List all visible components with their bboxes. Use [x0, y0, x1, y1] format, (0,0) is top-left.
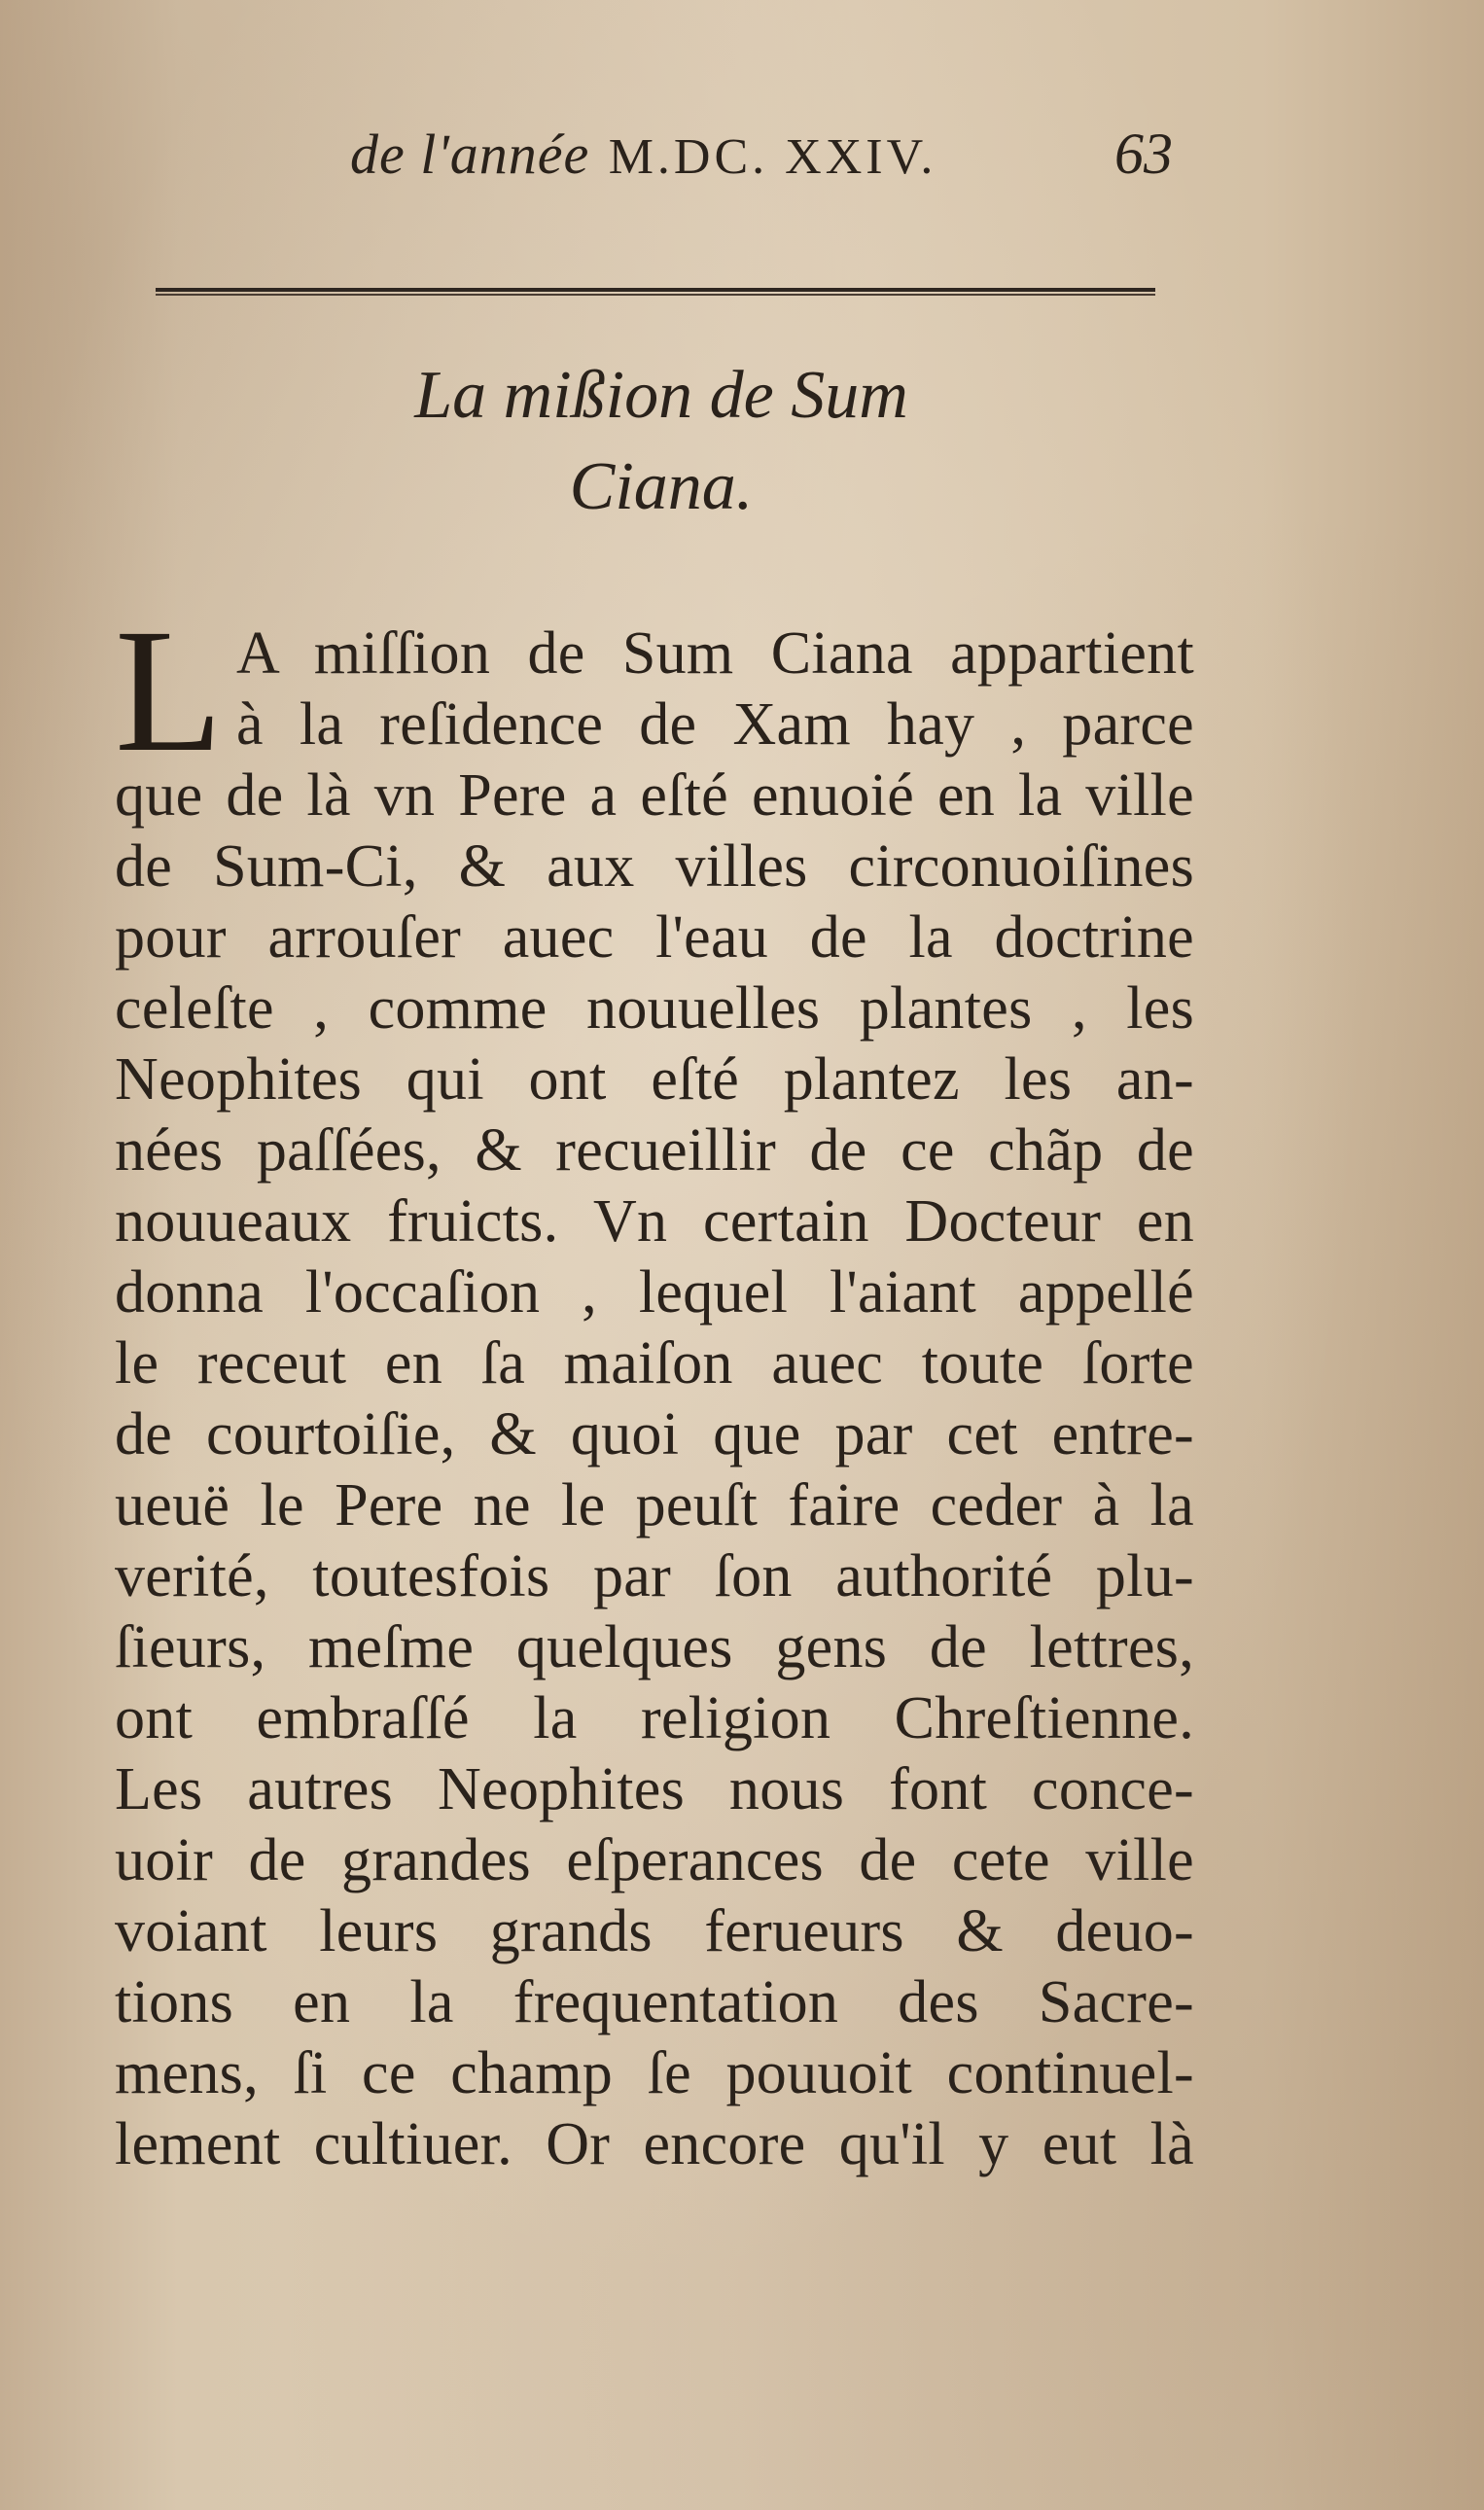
text-line: voiant leurs grands ferueurs & deuo- — [115, 1898, 1194, 1964]
text-line: lement cultiuer. Or encore qu'il y eut là — [115, 2111, 1194, 2177]
page-number: 63 — [1114, 122, 1173, 186]
section-title — [292, 350, 1031, 533]
text-line: verité, toutesfois par ſon authorité plu- — [115, 1543, 1194, 1609]
running-head-text: de l'année — [350, 123, 590, 186]
text-line: de courtoiſie, & quoi que par cet entre- — [115, 1401, 1194, 1467]
text-line: celeſte , comme nouuelles plantes , les — [115, 975, 1194, 1042]
text-line: nouueaux fruicts. Vn certain Docteur en — [115, 1188, 1194, 1255]
text-line: nées paſſées, & recueillir de ce chãp de — [115, 1117, 1194, 1184]
header-rule — [156, 288, 1155, 296]
text-line: le receut en ſa maiſon auec toute ſorte — [115, 1330, 1194, 1396]
text-line: A miſſion de Sum Ciana appartient — [236, 620, 1194, 687]
text-line: à la reſidence de Xam hay , parce — [236, 691, 1194, 758]
body-text — [115, 593, 1194, 2180]
text-line: tions en la frequentation des Sacre- — [115, 1969, 1194, 2035]
running-head-year: M.DC. XXIV. — [608, 129, 937, 185]
text-line: Les autres Neophites nous font conce- — [115, 1756, 1194, 1822]
text-line: que de là vn Pere a eſté enuoié en la ville — [115, 762, 1194, 829]
text-line: ueuë le Pere ne le peuſt faire ceder à la — [115, 1472, 1194, 1538]
text-line: uoir de grandes eſperances de cete ville — [115, 1827, 1194, 1893]
text-line: mens, ſi ce champ ſe pouuoit continuel- — [115, 2040, 1194, 2106]
text-line: ont embraſſé la religion Chreſtienne. — [115, 1685, 1194, 1751]
drop-cap: L — [115, 593, 224, 789]
text-line: pour arrouſer auec l'eau de la doctrine — [115, 904, 1194, 971]
running-head — [350, 115, 1225, 193]
text-line: Neophites qui ont eſté plantez les an- — [115, 1046, 1194, 1113]
text-line: ſieurs, meſme quelques gens de lettres, — [115, 1614, 1194, 1680]
section-title-line-1: La mißion de Sum — [414, 358, 908, 433]
text-line: donna l'occaſion , lequel l'aiant appellé — [115, 1259, 1194, 1326]
text-line: de Sum-Ci, & aux villes circonuoiſines — [115, 833, 1194, 900]
section-title-line-2: Ciana. — [569, 449, 754, 524]
